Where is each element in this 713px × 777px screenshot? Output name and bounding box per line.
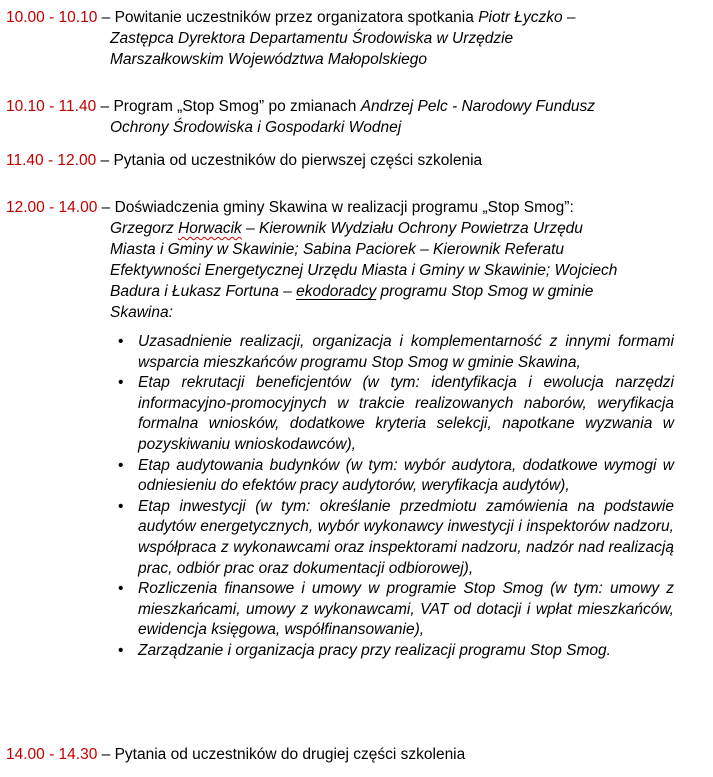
time-range: 10.00 - 10.10 bbox=[6, 9, 98, 26]
speaker: Piotr Łyczko – bbox=[478, 9, 576, 26]
speakers-line: Miasta i Gminy w Skawinie; Sabina Paciorek – Kierownik Referatu bbox=[110, 241, 564, 258]
speaker: Andrzej Pelc - Narodowy Fundusz bbox=[360, 98, 596, 115]
item-title: Doświadczenia gminy Skawina w realizacji programu „Stop Smog”: bbox=[114, 199, 574, 216]
speakers-line: Badura i Łukasz Fortuna – ekodoradcy programu Stop Smog w gminie bbox=[110, 283, 594, 300]
dash: – bbox=[96, 152, 114, 169]
list-item: • Rozliczenia finansowe i umowy w programie Stop Smog (w tym: umowy z mieszkańcami, umowy z wykonawcami, VAT od dotacji i wpłat mieszkańców, ewidencja księgowa, współfinansowanie), bbox=[118, 579, 674, 641]
spellcheck-word: ekodoradcy bbox=[296, 283, 377, 300]
speaker-role: Marszałkowskim Województwa Małopolskiego bbox=[110, 51, 427, 68]
dash: – bbox=[96, 98, 114, 115]
speakers-line: Efektywności Energetycznej Urzędu Miasta i Gminy w Skawinie; Wojciech bbox=[110, 262, 618, 279]
item-title: Powitanie uczestników przez organizatora spotkania bbox=[114, 9, 479, 26]
speaker-role: Zastępca Dyrektora Departamentu Środowiska w Urzędzie bbox=[110, 30, 514, 47]
dash: – bbox=[97, 199, 115, 216]
speakers-line: Grzegorz Horwacik – Kierownik Wydziału Ochrony Powietrza Urzędu bbox=[110, 220, 583, 237]
time-range: 14.00 - 14.30 bbox=[6, 746, 98, 763]
agenda-item-questions-1 bbox=[6, 150, 706, 171]
list-item: • Etap inwestycji (w tym: określanie przedmiotu zamówienia na podstawie audytów energetycznych, wybór wykonawcy inwestycji i inspektorów nadzoru, współpraca z wykonawcami oraz inspektorami nadzoru, nadzór nad realizacją prac, odbiór prac oraz dokumentacji odbiorowej), bbox=[118, 497, 674, 579]
dash: – bbox=[97, 9, 115, 26]
list-item: • Uzasadnienie realizacji, organizacja i komplementarność z innymi formami wsparcia mieszkańców programu Stop Smog w gminie Skawina, bbox=[118, 332, 674, 373]
speakers-line: Skawina: bbox=[110, 304, 173, 321]
dash: – bbox=[97, 746, 115, 763]
topics-list bbox=[118, 332, 674, 662]
list-item: • Zarządzanie i organizacja pracy przy realizacji programu Stop Smog. bbox=[118, 641, 674, 662]
agenda-item-program bbox=[6, 96, 706, 138]
agenda-item-questions-2 bbox=[6, 744, 706, 765]
time-range: 10.10 - 11.40 bbox=[6, 98, 97, 115]
item-title: Pytania od uczestników do drugiej części szkolenia bbox=[114, 746, 466, 763]
item-title: Program „Stop Smog” po zmianach bbox=[113, 98, 361, 115]
spellcheck-word: Horwacik bbox=[178, 220, 242, 237]
list-item: • Etap rekrutacji beneficjentów (w tym: identyfikacja i ewolucja narzędzi informacyjno-promocyjnych w trakcie realizowanych naborów, weryfikacja formalna wniosków, dodatkowe kryteria selekcji, napotkane wyzwania w pozyskiwaniu wnioskodawców), bbox=[118, 373, 674, 455]
agenda-item-skawina bbox=[6, 197, 706, 323]
time-range: 12.00 - 14.00 bbox=[6, 199, 98, 216]
speaker-role: Ochrony Środowiska i Gospodarki Wodnej bbox=[110, 119, 402, 136]
list-item: • Etap audytowania budynków (w tym: wybór audytora, dodatkowe wymogi w odniesieniu do efektów pracy audytorów, weryfikacja audytów), bbox=[118, 456, 674, 497]
item-title: Pytania od uczestników do pierwszej części szkolenia bbox=[113, 152, 483, 169]
agenda-item-welcome bbox=[6, 7, 706, 70]
time-range: 11.40 - 12.00 bbox=[6, 152, 97, 169]
